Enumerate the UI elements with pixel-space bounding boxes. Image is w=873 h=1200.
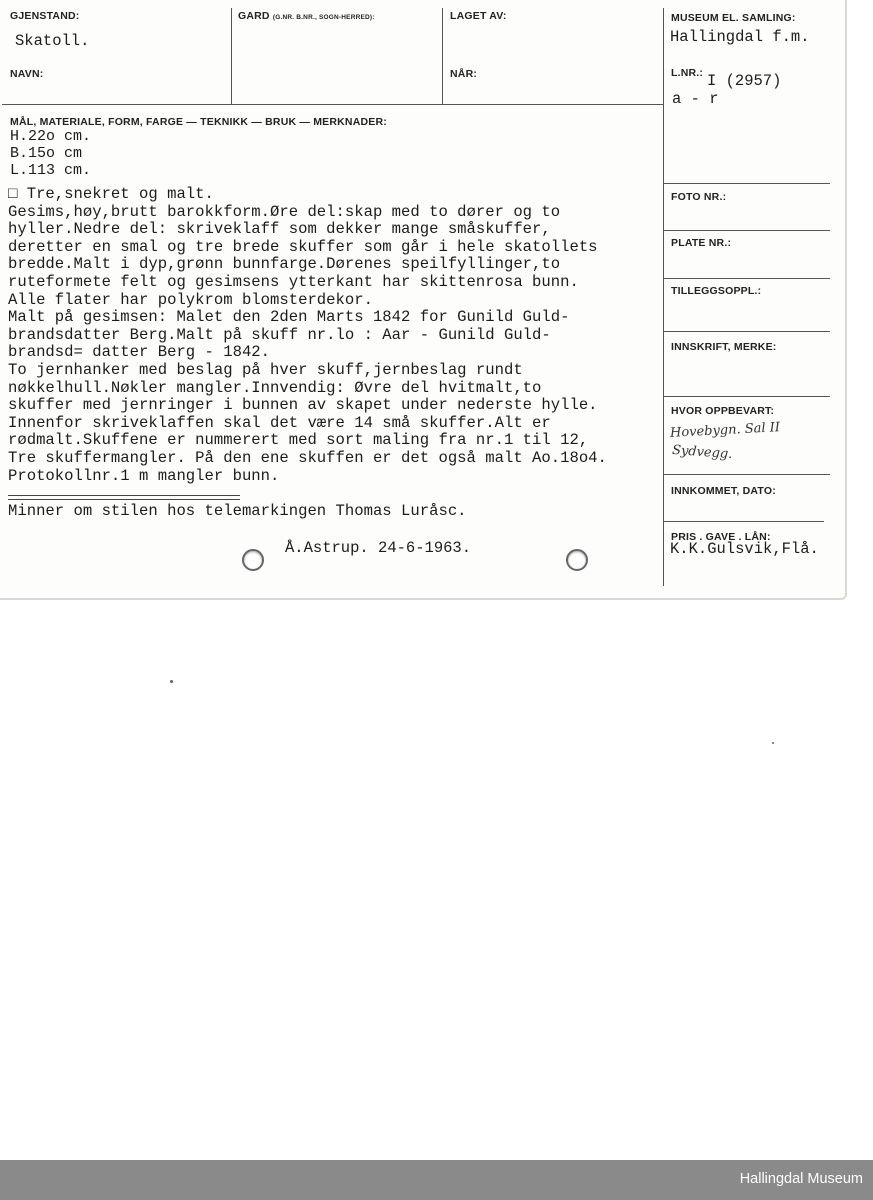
- innkommet-label: INNKOMMET, DATO:: [671, 485, 776, 497]
- pris-value: K.K.Gulsvik,Flå.: [670, 540, 819, 558]
- measurements: H.22o cm. B.15o cm L.113 cm.: [10, 128, 92, 179]
- divider: [664, 278, 830, 279]
- divider: [664, 230, 830, 231]
- scan-speck: [170, 680, 173, 683]
- tilleggsoppl-label: TILLEGGSOPPL.:: [671, 285, 762, 297]
- signature: Å.Astrup. 24-6-1963.: [285, 539, 472, 557]
- footer-bar: [0, 1160, 873, 1200]
- scan-speck: [772, 742, 774, 744]
- punch-hole-right: [566, 549, 588, 571]
- innskrift-label: INNSKRIFT, MERKE:: [671, 341, 777, 353]
- gjenstand-label: GJENSTAND:: [10, 10, 80, 22]
- strikethrough-mark: [8, 495, 240, 500]
- gard-label: [238, 10, 375, 22]
- plate-nr-label: PLATE NR.:: [671, 237, 732, 249]
- catalog-card: [0, 0, 847, 600]
- gard-sublabel: (G.NR. B.NR., SOGN-HERRED):: [272, 14, 375, 21]
- lnr-label: L.NR.:: [671, 67, 704, 79]
- foto-nr-label: FOTO NR.:: [671, 191, 727, 203]
- divider: [664, 521, 824, 522]
- gjenstand-value: Skatoll.: [15, 32, 90, 50]
- divider: [664, 331, 830, 332]
- naar-label: NÅR:: [450, 68, 478, 80]
- divider: [2, 104, 663, 105]
- divider: [663, 8, 664, 586]
- pris-label: PRIS . GAVE . LÅN:: [671, 531, 771, 543]
- laget-av-label: LAGET AV:: [450, 10, 507, 22]
- divider: [664, 474, 830, 475]
- divider: [664, 396, 830, 397]
- hvor-oppbevart-label: HVOR OPPBEVART:: [671, 405, 775, 417]
- description: □ Tre,snekret og malt. Gesims,høy,brutt barokkform.Øre del:skap med to dører og to hyller.Nedre del: skriveklaff som dekker mange småskuffer, deretter en smal og tre brede skuffer som går i hele skatollets bredde.Malt i dyp,grønn bunnfarge.Dørenes speilfyllinger,to ruteformete felt og gesimsens ytterkant har skittenrosa bunn. Alle flater har polykrom blomsterdekor. Malt på gesimsen: Malet den 2den Marts 1842 for Gunild Guld- brandsdatter Berg.Malt på skuff nr.lo : Aar - Gunild Guld- brandsd= datter Berg - 1842. To jernhanker med beslag på hver skuff,jernbeslag rundt nøkkelhull.Nøkler mangler.Innvendig: Øvre del hvitmalt,to skuffer med jernringer i bunnen av skapet under nederste hylle. Innenfor skriveklaffen skal det være 14 små skuffer.Alt er rødmalt.Skuffene er nummerert med sort maling fra nr.1 til 12, Tre skuffermangler. På den ene skuffen er det også malt Ao.18o4. Protokollnr.1 m mangler bunn. Minner om stilen hos telemarkingen Thomas Luråsс.: [8, 185, 607, 520]
- divider: [664, 183, 830, 184]
- hvor-oppbevart-handwriting-1: Hovebygn. Sal II: [669, 420, 781, 441]
- punch-hole-left: [242, 549, 264, 571]
- divider: [442, 8, 443, 104]
- divider: [231, 8, 232, 104]
- museum-value: Hallingdal f.m.: [670, 28, 810, 46]
- gard-label-text: GARD: [238, 10, 270, 22]
- lnr-value: I (2957): [707, 72, 782, 90]
- maal-label: MÅL, MATERIALE, FORM, FARGE — TEKNIKK — BRUK — MERKNADER:: [10, 116, 387, 128]
- museum-label: MUSEUM EL. SAMLING:: [671, 12, 796, 24]
- hvor-oppbevart-handwriting-2: Sydvegg.: [671, 442, 733, 463]
- navn-label: NAVN:: [10, 68, 44, 80]
- lnr-sub: a - r: [672, 90, 719, 108]
- footer-credit: Hallingdal Museum: [739, 1171, 863, 1187]
